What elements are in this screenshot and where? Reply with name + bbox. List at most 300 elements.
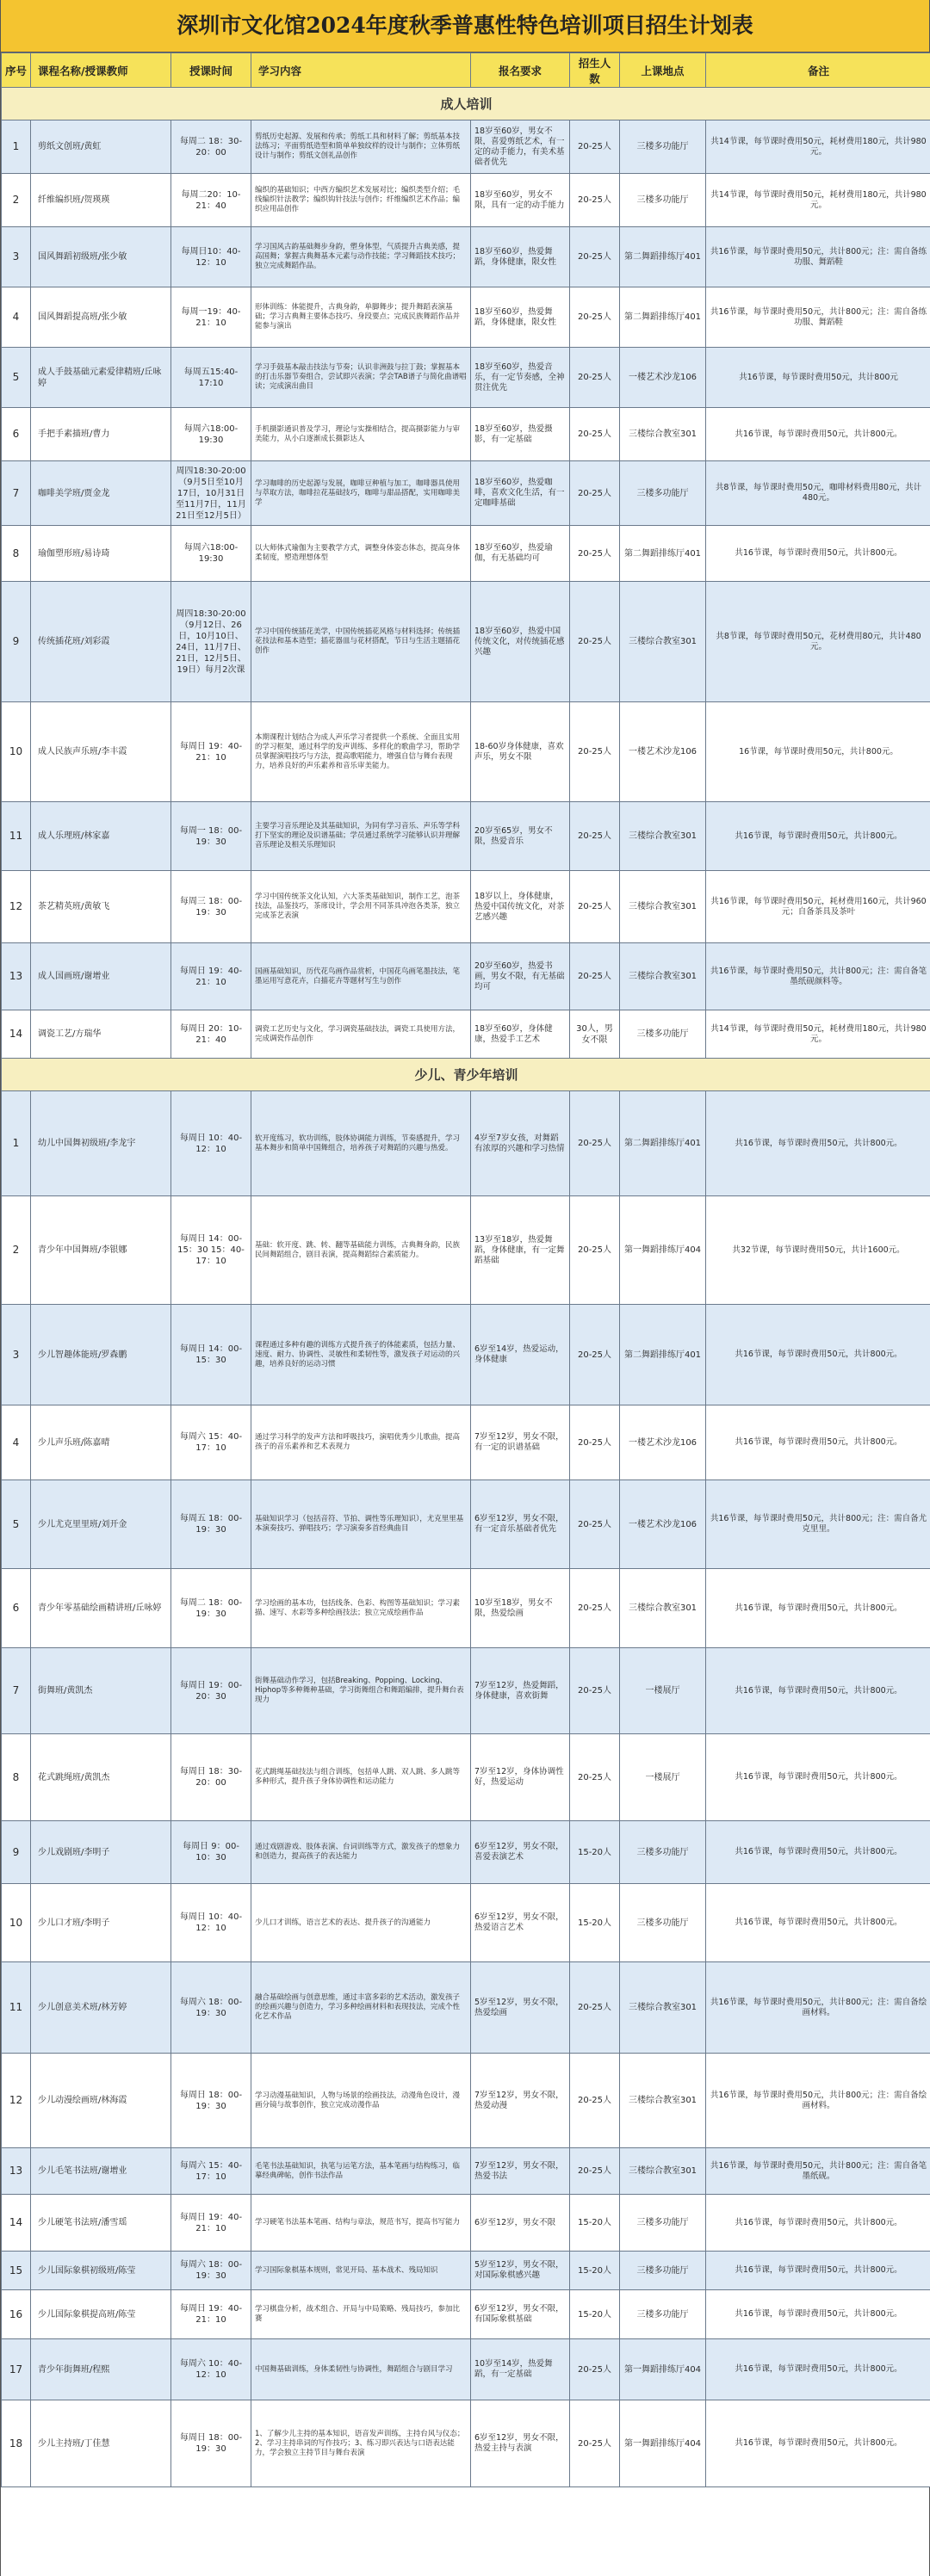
table-cell-content: 学习国风古韵基础舞步身韵，塑身体型，气质提升古典美感，提高国舞；掌握古典舞基本元素与动作技能；学习舞蹈技术技巧；独立完成舞蹈作品。 — [251, 227, 471, 287]
table-cell-requirements: 6岁至12岁，男女不限 — [471, 2195, 570, 2252]
table-cell-content: 学习手鼓基本敲击技法与节奏；认识非洲鼓与拉丁鼓；掌握基本的打击乐器节奏组合，尝试即兴表演；学会TAB谱子与简化曲谱唱读；完成演出曲目 — [251, 348, 471, 408]
table-cell-requirements: 20岁至65岁，男女不限，热爱音乐 — [471, 802, 570, 871]
table-cell-place: 一楼展厅 — [620, 1734, 706, 1821]
table-cell-time: 每周日 20：10-21：40 — [171, 1010, 251, 1059]
table-cell-content: 街舞基础动作学习，包括Breaking、Popping、Locking、Hiphop等多种舞种基础，学习街舞组合和舞蹈编排，提升舞台表现力 — [251, 1648, 471, 1734]
table-cell-size: 15-20人 — [570, 2252, 620, 2290]
table-cell-size: 20-25人 — [570, 943, 620, 1010]
table-cell-place: 三楼综合教室301 — [620, 582, 706, 702]
table-cell-content: 学习硬笔书法基本笔画、结构与章法，规范书写，提高书写能力 — [251, 2195, 471, 2252]
table-cell-note: 共16节课，每节课时费用50元，共计800元。 — [706, 1734, 930, 1821]
table-row — [2, 943, 930, 1010]
table-cell-course: 花式跳绳班/黄凯杰 — [31, 1734, 171, 1821]
table-cell-no: 12 — [2, 871, 31, 943]
table-cell-size: 20-25人 — [570, 2339, 620, 2400]
course-table — [1, 53, 930, 2487]
table-cell-note: 共16节课，每节课时费用50元，共计800元。 — [706, 2339, 930, 2400]
table-row — [2, 1821, 930, 1884]
table-row — [2, 2252, 930, 2290]
table-cell-course: 少儿口才班/李明子 — [31, 1884, 171, 1962]
table-cell-requirements: 6岁至12岁，男女不限，热爱语言艺术 — [471, 1884, 570, 1962]
table-cell-requirements: 18-60岁身体健康，喜欢声乐，男女不限 — [471, 702, 570, 802]
table-cell-requirements: 18岁至60岁，热爱摄影，有一定基础 — [471, 408, 570, 461]
table-cell-time: 每周六 18：00-19：30 — [171, 2252, 251, 2290]
table-cell-requirements: 6岁至14岁，热爱运动，身体健康 — [471, 1305, 570, 1405]
table-cell-course: 少儿动漫绘画班/林海霞 — [31, 2054, 171, 2148]
table-row — [2, 1305, 930, 1405]
table-cell-content: 毛笔书法基础知识，执笔与运笔方法，基本笔画与结构练习，临摹经典碑帖，创作书法作品 — [251, 2148, 471, 2195]
table-cell-size: 20-25人 — [570, 408, 620, 461]
table-cell-time: 每周日 14：00-15：30 — [171, 1305, 251, 1405]
table-row — [2, 2195, 930, 2252]
table-cell-course: 幼儿中国舞初级班/李龙宇 — [31, 1091, 171, 1196]
table-cell-no: 2 — [2, 1196, 31, 1305]
table-cell-note: 共16节课，每节课时费用50元，共计800元。 — [706, 2290, 930, 2339]
table-row — [2, 1196, 930, 1305]
table-cell-content: 学习中国传统插花美学，中国传统插花风格与材料选择；传统插花技法和基本造型；插花器皿与花材搭配，节日与生活主题插花创作 — [251, 582, 471, 702]
table-cell-content: 融合基础绘画与创意思维，通过丰富多彩的艺术活动，激发孩子的绘画兴趣与创造力，学习多种绘画材料和表现技法，完成个性化艺术作品 — [251, 1962, 471, 2054]
table-cell-requirements: 18岁至60岁，热爱瑜伽，有无基础均可 — [471, 526, 570, 582]
table-cell-time: 每周日 19：00-20：30 — [171, 1648, 251, 1734]
table-cell-place: 三楼综合教室301 — [620, 1962, 706, 2054]
table-body — [2, 88, 930, 2487]
table-cell-content: 学习咖啡的历史起源与发展，咖啡豆种植与加工，咖啡器具使用与萃取方法，咖啡拉花基础技巧，咖啡与甜品搭配，实用咖啡美学 — [251, 461, 471, 526]
table-cell-size: 20-25人 — [570, 227, 620, 287]
table-cell-place: 三楼多功能厅 — [620, 120, 706, 174]
table-cell-course: 国风舞蹈初级班/张少敏 — [31, 227, 171, 287]
table-cell-no: 6 — [2, 1569, 31, 1648]
table-cell-place: 三楼综合教室301 — [620, 2054, 706, 2148]
table-cell-size: 15-20人 — [570, 1821, 620, 1884]
header-note: 备注 — [706, 53, 930, 88]
table-cell-note: 共14节课，每节课时费用50元，耗材费用180元，共计980元。 — [706, 1010, 930, 1059]
table-cell-time: 每周六18:00-19:30 — [171, 408, 251, 461]
table-cell-content: 学习绘画的基本功，包括线条、色彩、构图等基础知识；学习素描、速写、水彩等多种绘画技法；独立完成绘画作品 — [251, 1569, 471, 1648]
table-cell-no: 8 — [2, 1734, 31, 1821]
table-cell-place: 一楼艺术沙龙106 — [620, 702, 706, 802]
table-cell-no: 5 — [2, 348, 31, 408]
table-cell-content: 中国舞基础训练，身体柔韧性与协调性，舞蹈组合与剧目学习 — [251, 2339, 471, 2400]
table-cell-time: 每周六 15：40-17：10 — [171, 1405, 251, 1480]
table-cell-place: 第一舞蹈排练厅404 — [620, 2339, 706, 2400]
table-cell-time: 每周二 18：00-19：30 — [171, 1569, 251, 1648]
table-cell-course: 成人乐理班/林家嘉 — [31, 802, 171, 871]
table-cell-size: 20-25人 — [570, 1734, 620, 1821]
table-cell-time: 每周一 18：00-19：30 — [171, 802, 251, 871]
table-cell-note: 共16节课，每节课时费用50元，共计800元；注：需自备笔墨纸砚。 — [706, 2148, 930, 2195]
table-cell-course: 手把手素描班/曹力 — [31, 408, 171, 461]
table-cell-requirements: 18岁至60岁，热爱中国传统文化，对传统插花感兴趣 — [471, 582, 570, 702]
table-cell-time: 每周一19：40-21：10 — [171, 287, 251, 348]
table-cell-content: 调瓷工艺历史与文化，学习调瓷基础技法，调瓷工具使用方法，完成调瓷作品创作 — [251, 1010, 471, 1059]
table-cell-content: 国画基础知识，历代花鸟画作品赏析，中国花鸟画笔墨技法，笔墨运用写意花卉，白描花卉等题材写生与创作 — [251, 943, 471, 1010]
table-cell-course: 茶艺精英班/黄敏飞 — [31, 871, 171, 943]
table-cell-note: 共14节课，每节课时费用50元，耗材费用180元，共计980元。 — [706, 174, 930, 227]
table-cell-size: 20-25人 — [570, 1962, 620, 2054]
table-row — [2, 1010, 930, 1059]
table-row — [2, 802, 930, 871]
table-cell-requirements: 18岁以上，身体健康，热爱中国传统文化，对茶艺感兴趣 — [471, 871, 570, 943]
table-cell-content: 学习动漫基础知识，人物与场景的绘画技法，动漫角色设计，漫画分镜与故事创作，独立完成动漫作品 — [251, 2054, 471, 2148]
table-cell-note: 共16节课，每节课时费用50元，共计800元；注：需自备练功服、舞蹈鞋 — [706, 227, 930, 287]
table-cell-size: 20-25人 — [570, 526, 620, 582]
page-title: 深圳市文化馆2024年度秋季普惠性特色培训项目招生计划表 — [1, 0, 929, 53]
table-cell-size: 20-25人 — [570, 1305, 620, 1405]
table-cell-requirements: 7岁至12岁，热爱舞蹈，身体健康，喜欢街舞 — [471, 1648, 570, 1734]
table-cell-size: 20-25人 — [570, 871, 620, 943]
table-cell-course: 少儿毛笔书法班/谢增业 — [31, 2148, 171, 2195]
table-row — [2, 1480, 930, 1569]
table-row — [2, 1734, 930, 1821]
table-cell-course: 剪纸文创班/黄虹 — [31, 120, 171, 174]
table-cell-time: 每周二 18：30-20：00 — [171, 120, 251, 174]
table-row — [2, 2148, 930, 2195]
table-cell-no: 4 — [2, 287, 31, 348]
table-cell-time: 周四18:30-20:00（9月5日至10月17日，10月31日至11月7日，11月21日至12月5日） — [171, 461, 251, 526]
table-cell-note: 共16节课，每节课时费用50元，共计800元。 — [706, 802, 930, 871]
table-cell-no: 2 — [2, 174, 31, 227]
table-cell-requirements: 18岁至60岁，热爱咖啡，喜欢文化生活，有一定咖啡基础 — [471, 461, 570, 526]
table-cell-time: 每周五15:40-17:10 — [171, 348, 251, 408]
table-cell-note: 共16节课，每节课时费用50元，共计800元。 — [706, 1884, 930, 1962]
table-cell-no: 7 — [2, 461, 31, 526]
table-cell-course: 纤维编织班/贺瑛瑛 — [31, 174, 171, 227]
table-cell-requirements: 6岁至12岁，男女不限，有一定音乐基础者优先 — [471, 1480, 570, 1569]
table-cell-size: 20-25人 — [570, 702, 620, 802]
table-cell-content: 少儿口才训练，语言艺术的表达、提升孩子的沟通能力 — [251, 1884, 471, 1962]
table-cell-note: 共16节课，每节课时费用50元，共计800元。 — [706, 1091, 930, 1196]
table-cell-requirements: 18岁至60岁，热爱舞蹈，身体健康，限女性 — [471, 287, 570, 348]
table-row — [2, 2339, 930, 2400]
table-cell-place: 三楼多功能厅 — [620, 174, 706, 227]
table-cell-course: 少儿智趣体能班/罗森鹏 — [31, 1305, 171, 1405]
table-cell-place: 三楼多功能厅 — [620, 461, 706, 526]
table-cell-time: 每周日 19：40-21：10 — [171, 702, 251, 802]
table-cell-time: 每周日 19：40-21：10 — [171, 2195, 251, 2252]
table-cell-size: 20-25人 — [570, 2148, 620, 2195]
table-cell-size: 20-25人 — [570, 802, 620, 871]
table-row — [2, 461, 930, 526]
table-cell-size: 20-25人 — [570, 1405, 620, 1480]
table-cell-content: 基础：软开度、跳、转、翻等基础能力训练，古典舞身韵，民族民间舞蹈组合，剧目表演，提高舞蹈综合素质能力。 — [251, 1196, 471, 1305]
table-row — [2, 287, 930, 348]
table-cell-time: 每周日 19：40-21：10 — [171, 943, 251, 1010]
table-cell-requirements: 7岁至12岁，身体协调性好，热爱运动 — [471, 1734, 570, 1821]
table-row — [2, 2290, 930, 2339]
table-cell-requirements: 5岁至12岁，男女不限，对国际象棋感兴趣 — [471, 2252, 570, 2290]
table-cell-size: 20-25人 — [570, 174, 620, 227]
table-cell-no: 5 — [2, 1480, 31, 1569]
header-place: 上课地点 — [620, 53, 706, 88]
table-cell-place: 三楼多功能厅 — [620, 2290, 706, 2339]
table-cell-time: 每周日 18：00-19：30 — [171, 2400, 251, 2487]
table-row — [2, 1648, 930, 1734]
table-cell-no: 9 — [2, 1821, 31, 1884]
table-cell-note: 共16节课，每节课时费用50元，共计800元。 — [706, 2252, 930, 2290]
table-cell-size: 20-25人 — [570, 2400, 620, 2487]
header-time: 授课时间 — [171, 53, 251, 88]
table-cell-time: 每周六18:00-19:30 — [171, 526, 251, 582]
table-cell-place: 三楼综合教室301 — [620, 1569, 706, 1648]
table-cell-no: 14 — [2, 2195, 31, 2252]
table-cell-note: 共14节课，每节课时费用50元，耗材费用180元，共计980元。 — [706, 120, 930, 174]
table-cell-requirements: 13岁至18岁，热爱舞蹈，身体健康，有一定舞蹈基础 — [471, 1196, 570, 1305]
table-cell-note: 共16节课，每节课时费用50元，共计800元。 — [706, 1405, 930, 1480]
table-cell-note: 共16节课，每节课时费用50元，共计800元。 — [706, 1648, 930, 1734]
table-cell-place: 三楼多功能厅 — [620, 1821, 706, 1884]
table-cell-note: 共16节课，每节课时费用50元，共计800元；注：需自备绘画材料。 — [706, 1962, 930, 2054]
table-cell-content: 花式跳绳基础技法与组合训练，包括单人跳、双人跳、多人跳等多种形式，提升孩子身体协调性和运动能力 — [251, 1734, 471, 1821]
table-cell-time: 每周六 15：40-17：10 — [171, 2148, 251, 2195]
table-cell-size: 15-20人 — [570, 1884, 620, 1962]
table-cell-note: 共16节课，每节课时费用50元，共计800元。 — [706, 1821, 930, 1884]
table-cell-no: 12 — [2, 2054, 31, 2148]
table-cell-no: 15 — [2, 2252, 31, 2290]
table-cell-content: 1、了解少儿主持的基本知识，语音发声训练，主持台风与仪态；2、学习主持串词的写作技巧；3、练习即兴表达与口语表达能力，学会独立主持节目与舞台表演 — [251, 2400, 471, 2487]
table-cell-no: 1 — [2, 120, 31, 174]
table-cell-course: 少儿戏剧班/李明子 — [31, 1821, 171, 1884]
table-cell-requirements: 5岁至12岁，男女不限，热爱绘画 — [471, 1962, 570, 2054]
table-cell-content: 手机摄影通识普及学习，理论与实操相结合，提高摄影能力与审美能力，从小白逐渐成长摄影达人 — [251, 408, 471, 461]
table-cell-size: 30人，男女不限 — [570, 1010, 620, 1059]
table-cell-content: 编织的基础知识；中西方编织艺术发展对比；编织类型介绍；毛线编织针法教学；编织钩针技法与创作；纤维编织艺术作品；编织应用品创作 — [251, 174, 471, 227]
table-cell-content: 通过学习科学的发声方法和呼吸技巧，演唱优秀少儿歌曲，提高孩子的音乐素养和艺术表现力 — [251, 1405, 471, 1480]
table-row — [2, 1569, 930, 1648]
table-row — [2, 1405, 930, 1480]
table-cell-time: 每周日 10：40-12：10 — [171, 1884, 251, 1962]
section-title: 成人培训 — [2, 88, 930, 120]
table-cell-course: 少儿主持班/丁佳慧 — [31, 2400, 171, 2487]
table-row — [2, 526, 930, 582]
table-cell-course: 成人手鼓基础元素爱律精班/丘咏婷 — [31, 348, 171, 408]
table-cell-no: 4 — [2, 1405, 31, 1480]
section-header-row — [2, 1059, 930, 1091]
table-cell-content: 基础知识学习（包括音符、节拍、调性等乐理知识），尤克里里基本演奏技巧、弹唱技巧；学习演奏多首经典曲目 — [251, 1480, 471, 1569]
table-cell-course: 青少年街舞班/程熙 — [31, 2339, 171, 2400]
table-cell-requirements: 10岁至14岁，热爱舞蹈，有一定基础 — [471, 2339, 570, 2400]
table-cell-place: 第一舞蹈排练厅404 — [620, 2400, 706, 2487]
table-cell-course: 青少年中国舞班/李银娜 — [31, 1196, 171, 1305]
table-cell-size: 20-25人 — [570, 120, 620, 174]
table-cell-place: 一楼展厅 — [620, 1648, 706, 1734]
table-cell-content: 学习棋盘分析，战术组合、开局与中局策略、残局技巧，参加比赛 — [251, 2290, 471, 2339]
table-cell-time: 每周日10：40-12：10 — [171, 227, 251, 287]
table-cell-size: 20-25人 — [570, 1091, 620, 1196]
table-cell-content: 通过戏剧游戏、肢体表演、台词训练等方式，激发孩子的想象力和创造力，提高孩子的表达能力 — [251, 1821, 471, 1884]
table-cell-note: 共16节课，每节课时费用50元，共计800元。 — [706, 526, 930, 582]
table-cell-note: 共8节课，每节课时费用50元，咖啡材料费用80元，共计480元。 — [706, 461, 930, 526]
table-cell-course: 街舞班/黄凯杰 — [31, 1648, 171, 1734]
table-cell-course: 少儿国际象棋初级班/陈莹 — [31, 2252, 171, 2290]
table-cell-time: 周四18:30-20:00（9月12日、26日，10月10日、24日，11月7日、21日，12月5日、19日）每月2次课 — [171, 582, 251, 702]
table-cell-no: 10 — [2, 702, 31, 802]
table-cell-requirements: 10岁至18岁，男女不限，热爱绘画 — [471, 1569, 570, 1648]
table-cell-note: 共16节课，每节课时费用50元，共计800元；注：需自备练功服、舞蹈鞋 — [706, 287, 930, 348]
table-cell-requirements: 18岁至60岁，身体健康，热爱手工艺术 — [471, 1010, 570, 1059]
table-cell-place: 一楼艺术沙龙106 — [620, 348, 706, 408]
table-cell-requirements: 7岁至12岁，男女不限，热爱动漫 — [471, 2054, 570, 2148]
table-cell-requirements: 18岁至60岁，热爱舞蹈，身体健康，限女性 — [471, 227, 570, 287]
table-cell-size: 20-25人 — [570, 2054, 620, 2148]
table-cell-size: 15-20人 — [570, 2290, 620, 2339]
table-cell-note: 共16节课，每节课时费用50元，共计800元；注：需自备尤克里里。 — [706, 1480, 930, 1569]
table-cell-time: 每周六 10：40-12：10 — [171, 2339, 251, 2400]
table-cell-requirements: 6岁至12岁，男女不限，有国际象棋基础 — [471, 2290, 570, 2339]
table-cell-size: 20-25人 — [570, 348, 620, 408]
table-cell-no: 8 — [2, 526, 31, 582]
table-cell-content: 学习国际象棋基本规则，常见开局、基本战术、残局知识 — [251, 2252, 471, 2290]
table-cell-place: 第二舞蹈排练厅401 — [620, 227, 706, 287]
table-cell-course: 咖啡美学班/贾金龙 — [31, 461, 171, 526]
table-cell-course: 成人国画班/谢增业 — [31, 943, 171, 1010]
table-cell-requirements: 18岁至60岁，男女不限，具有一定的动手能力 — [471, 174, 570, 227]
table-cell-content: 主要学习音乐理论及其基础知识，为同有学习音乐、声乐等学科打下坚实的理论及识谱基础；学员通过系统学习能够认识并理解音乐理论及相关乐理知识 — [251, 802, 471, 871]
table-row — [2, 120, 930, 174]
table-cell-no: 13 — [2, 2148, 31, 2195]
table-cell-no: 3 — [2, 1305, 31, 1405]
table-cell-note: 共16节课，每节课时费用50元，耗材费用160元，共计960元；自备茶具及茶叶 — [706, 871, 930, 943]
table-cell-time: 每周二20：10-21：40 — [171, 174, 251, 227]
table-cell-no: 7 — [2, 1648, 31, 1734]
table-cell-requirements: 4岁至7岁女孩，对舞蹈有浓厚的兴趣和学习热情 — [471, 1091, 570, 1196]
table-cell-place: 三楼多功能厅 — [620, 1884, 706, 1962]
table-cell-time: 每周日 9：00-10：30 — [171, 1821, 251, 1884]
table-cell-place: 三楼多功能厅 — [620, 1010, 706, 1059]
table-cell-place: 三楼综合教室301 — [620, 408, 706, 461]
table-cell-place: 第二舞蹈排练厅401 — [620, 1305, 706, 1405]
table-cell-size: 20-25人 — [570, 1648, 620, 1734]
table-cell-note: 共16节课，每节课时费用50元，共计800元；注：需自备笔墨纸砚颜料等。 — [706, 943, 930, 1010]
table-cell-requirements: 7岁至12岁，男女不限，热爱书法 — [471, 2148, 570, 2195]
header-course: 课程名称/授课教师 — [31, 53, 171, 88]
table-cell-time: 每周日 14：00-15：30 15：40-17：10 — [171, 1196, 251, 1305]
table-cell-note: 共16节课，每节课时费用50元，共计800元。 — [706, 1305, 930, 1405]
table-cell-no: 16 — [2, 2290, 31, 2339]
table-cell-course: 传统插花班/刘彩霞 — [31, 582, 171, 702]
table-cell-course: 青少年零基础绘画精讲班/丘咏婷 — [31, 1569, 171, 1648]
table-cell-size: 20-25人 — [570, 461, 620, 526]
table-cell-no: 9 — [2, 582, 31, 702]
table-cell-time: 每周五 18：00-19：30 — [171, 1480, 251, 1569]
table-cell-note: 共16节课，每节课时费用50元，共计800元。 — [706, 408, 930, 461]
table-cell-place: 第一舞蹈排练厅404 — [620, 1196, 706, 1305]
table-cell-no: 1 — [2, 1091, 31, 1196]
table-row — [2, 871, 930, 943]
header-requirements: 报名要求 — [471, 53, 570, 88]
table-cell-requirements: 18岁至60岁，热爱音乐，有一定节奏感，全神贯注优先 — [471, 348, 570, 408]
table-cell-course: 少儿国际象棋提高班/陈莹 — [31, 2290, 171, 2339]
table-cell-place: 一楼艺术沙龙106 — [620, 1480, 706, 1569]
table-row — [2, 1962, 930, 2054]
table-cell-note: 共16节课，每节课时费用50元，共计800元 — [706, 348, 930, 408]
table-cell-note: 16节课，每节课时费用50元，共计800元。 — [706, 702, 930, 802]
table-cell-content: 以大师体式瑜伽为主要教学方式，调整身体姿态体态，提高身体柔韧度，塑造理想体型 — [251, 526, 471, 582]
table-cell-size: 20-25人 — [570, 287, 620, 348]
header-content: 学习内容 — [251, 53, 471, 88]
table-cell-requirements: 7岁至12岁，男女不限，有一定的识谱基础 — [471, 1405, 570, 1480]
table-cell-place: 三楼综合教室301 — [620, 802, 706, 871]
table-cell-place: 三楼多功能厅 — [620, 2252, 706, 2290]
table-cell-time: 每周三 18：00-19：30 — [171, 871, 251, 943]
header-no: 序号 — [2, 53, 31, 88]
table-cell-place: 一楼艺术沙龙106 — [620, 1405, 706, 1480]
table-cell-note: 共16节课，每节课时费用50元，共计800元。 — [706, 1569, 930, 1648]
table-cell-place: 三楼多功能厅 — [620, 2195, 706, 2252]
table-cell-time: 每周日 18：30-20：00 — [171, 1734, 251, 1821]
table-cell-note: 共32节课，每节课时费用50元，共计1600元。 — [706, 1196, 930, 1305]
table-cell-requirements: 6岁至12岁，男女不限，热爱主持与表演 — [471, 2400, 570, 2487]
table-cell-course: 少儿声乐班/陈嘉晴 — [31, 1405, 171, 1480]
header-size: 招生人数 — [570, 53, 620, 88]
table-cell-place: 第二舞蹈排练厅401 — [620, 287, 706, 348]
table-cell-no: 3 — [2, 227, 31, 287]
table-cell-content: 课程通过多种有趣的训练方式提升孩子的体能素质，包括力量、速度、耐力、协调性、灵敏性和柔韧性等，激发孩子对运动的兴趣，培养良好的运动习惯 — [251, 1305, 471, 1405]
table-row — [2, 174, 930, 227]
table-cell-content: 形体训练：体能提升，古典身韵，单脚舞步；提升舞蹈表演基础；学习古典舞主要体态技巧、身段要点；完成民族舞蹈作品并能参与演出 — [251, 287, 471, 348]
table-cell-place: 三楼综合教室301 — [620, 2148, 706, 2195]
table-cell-course: 调瓷工艺/方瑞华 — [31, 1010, 171, 1059]
table-cell-no: 13 — [2, 943, 31, 1010]
table-cell-note: 共16节课，每节课时费用50元，共计800元。 — [706, 2195, 930, 2252]
table-cell-no: 6 — [2, 408, 31, 461]
table-cell-content: 剪纸历史起源、发展和传承；剪纸工具和材料了解；剪纸基本技法练习；平面剪纸造型和简单单独纹样的设计与制作；立体剪纸设计与制作；剪纸文创礼品创作 — [251, 120, 471, 174]
table-cell-no: 18 — [2, 2400, 31, 2487]
table-cell-time: 每周六 18：00-19：30 — [171, 1962, 251, 2054]
table-cell-size: 20-25人 — [570, 1480, 620, 1569]
table-cell-place: 三楼综合教室301 — [620, 943, 706, 1010]
table-cell-course: 少儿尤克里里班/刘开金 — [31, 1480, 171, 1569]
table-cell-course: 国风舞蹈提高班/张少敏 — [31, 287, 171, 348]
table-cell-content: 软开度练习，软功训练，肢体协调能力训练，节奏感提升，学习基本舞步和简单中国舞组合，培养孩子对舞蹈的兴趣与热爱。 — [251, 1091, 471, 1196]
table-row — [2, 582, 930, 702]
table-cell-requirements: 18岁至60岁，男女不限，喜爱剪纸艺术，有一定的动手能力，有美术基础者优先 — [471, 120, 570, 174]
table-cell-no: 14 — [2, 1010, 31, 1059]
table-cell-size: 20-25人 — [570, 582, 620, 702]
table-cell-note: 共8节课，每节课时费用50元，花材费用80元，共计480元。 — [706, 582, 930, 702]
table-row — [2, 408, 930, 461]
table-cell-time: 每周日 18：00-19：30 — [171, 2054, 251, 2148]
table-cell-content: 学习中国传统茶文化认知，六大茶类基础知识，制作工艺，泡茶技法，品鉴技巧，茶席设计，学会用不同茶具冲泡各类茶，独立完成茶艺表演 — [251, 871, 471, 943]
table-cell-no: 17 — [2, 2339, 31, 2400]
table-row — [2, 1884, 930, 1962]
table-cell-no: 11 — [2, 1962, 31, 2054]
table-row — [2, 348, 930, 408]
table-cell-place: 第二舞蹈排练厅401 — [620, 1091, 706, 1196]
table-row — [2, 2054, 930, 2148]
table-row — [2, 1091, 930, 1196]
table-cell-content: 本期课程计划结合为成人声乐学习者提供一个系统、全面且实用的学习框架，通过科学的发声训练、多样化的歌曲学习，帮助学员掌握演唱技巧与方法，提高歌唱能力，增强自信与舞台表现力，培养良好的声乐素养和音乐审美能力。 — [251, 702, 471, 802]
section-title: 少儿、青少年培训 — [2, 1059, 930, 1091]
table-cell-place: 第二舞蹈排练厅401 — [620, 526, 706, 582]
table-cell-course: 少儿创意美术班/林芳婷 — [31, 1962, 171, 2054]
table-cell-note: 共16节课，每节课时费用50元，共计800元；注：需自备绘画材料。 — [706, 2054, 930, 2148]
table-cell-time: 每周日 10：40-12：10 — [171, 1091, 251, 1196]
table-cell-course: 少儿硬笔书法班/潘雪瑶 — [31, 2195, 171, 2252]
header-row — [2, 53, 930, 88]
table-row — [2, 2400, 930, 2487]
table-cell-size: 20-25人 — [570, 1196, 620, 1305]
table-cell-note: 共16节课，每节课时费用50元，共计800元。 — [706, 2400, 930, 2487]
table-cell-course: 成人民族声乐班/李丰霞 — [31, 702, 171, 802]
table-cell-place: 三楼综合教室301 — [620, 871, 706, 943]
table-row — [2, 227, 930, 287]
table-cell-course: 瑜伽塑形班/易诗琦 — [31, 526, 171, 582]
table-row — [2, 702, 930, 802]
table-cell-time: 每周日 19：40-21：10 — [171, 2290, 251, 2339]
table-cell-requirements: 6岁至12岁，男女不限，喜爱表演艺术 — [471, 1821, 570, 1884]
table-cell-requirements: 20岁至60岁，热爱书画，男女不限，有无基础均可 — [471, 943, 570, 1010]
table-cell-no: 10 — [2, 1884, 31, 1962]
